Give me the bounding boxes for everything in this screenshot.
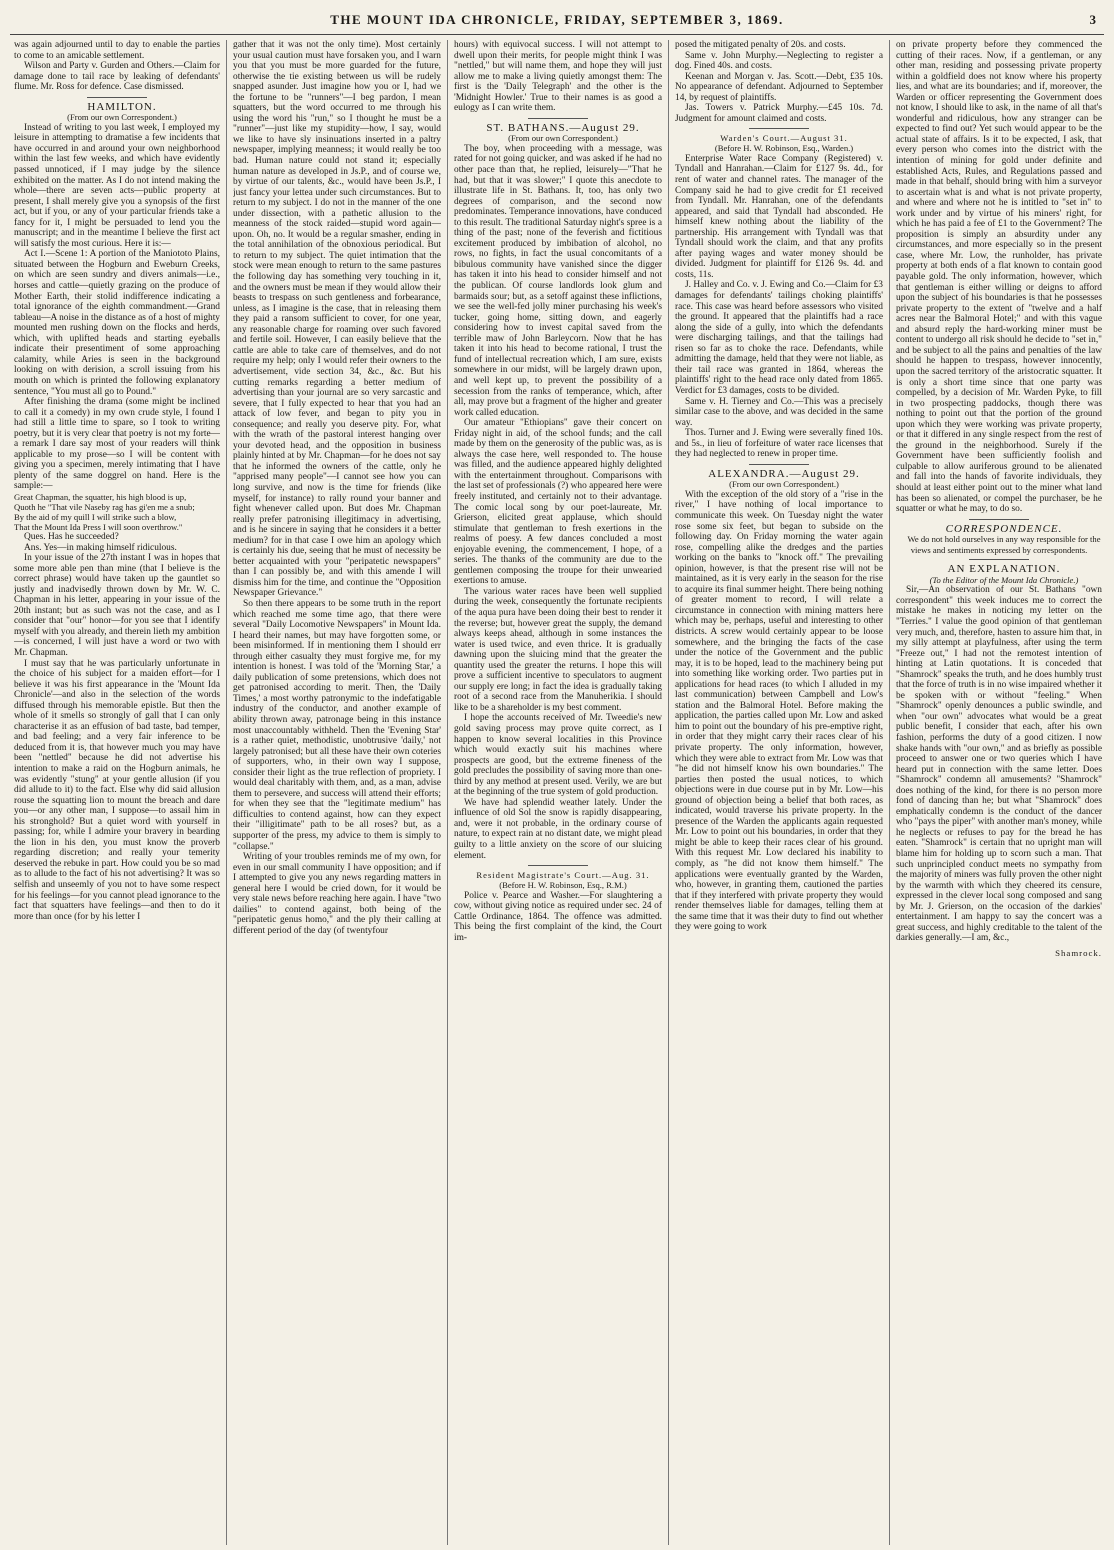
paragraph: Jas. Towers v. Patrick Murphy.—£45 10s. 7d. Judgment for amount claimed and costs.: [675, 103, 883, 124]
section-subheading: (From our own Correspondent.): [729, 479, 839, 490]
newspaper-title: THE MOUNT IDA CHRONICLE, FRIDAY, SEPTEMBER 3, 1869.: [330, 12, 784, 27]
paragraph: hours) with equivocal success. I will not attempt to dwell upon their merits, for people might think I was "nettled," but will name them, and hope they will just allow me to make a living quietly amongst them: The first is the 'Daily Telegraph' and the other is the 'Midnight Howler.' True to their names is as good a eulogy as I can write them.: [454, 40, 662, 114]
paragraph: Sir,—An observation of our St. Bathans "own correspondent" this week induces me to correct the mistake he makes in noticing my letter on the "Terries." I value the good opinion of that gentleman very much, and, therefore, hasten to assure him that, in my silly attempt at playfulness, after using the term "Freeze out," I had not the remotest intention of hinting at Latin quotations. It is conceded that "Shamrock" speaks the truth, and he does humbly trust that the force of truth is in no wise impaired whether it be spoken with or without "feeling." When "Shamrock" openly denounces a public swindle, and when "our own" advocates what would be a great public benefit, I consider that each, after his own fashion, performs the duty of a good citizen. I now shake hands with "our own," and as briefly as possible proceed to answer one or two queries which I have heard put in connection with the same letter. Does "Shamrock" condemn all amusements? "Shamrock" does nothing of the kind, for there is no person more fond of dancing than he; but what "Shamrock" does emphatically condemn is the conduct of the dancer who "pays the piper" with another man's money, while he neglects or refuses to pay for the bread he has eaten. "Shamrock" is certain that no upright man will blame him for holding up to scorn such a man. That such unprincipled conduct meets no sympathy from the majority of miners was fully proven the other night by the warmth with which they cheered its censure, expressed in the clever local song composed and sang by Mr. J. Grierson, on the occasion of the darkies' entertainment. I am happy to say the concert was a great success, and highly creditable to the talent of the darkies generally.—I am, &c.,: [896, 585, 1102, 944]
column-rule: [668, 40, 669, 1545]
paragraph: After finishing the drama (some might be inclined to call it a comedy) in my own crude style, I found I had still a little time to spare, so I took to writing poetry, but it is very clear that poetry is not my forte—a remark I dare say most of your readers will think applicable to my prose—so I will be content with giving you a specimen, merely intimating that I have plenty of the same doggrel on hand. Here is the sample:—: [14, 397, 220, 492]
paragraph: Police v. Pearce and Washer.—For slaughtering a cow, without giving notice as required under sec. 24 of Cattle Ordinance, 1864. The offence was admitted. This being the first complaint of the kind, the Court im-: [454, 890, 662, 943]
divider: [749, 464, 809, 465]
paragraph: gather that it was not the only time). Most certainly your usual caution must have forsaken you, and I warn you that you must be more guarded for the future, otherwise the tie existing between us will be rudely snapped asunder. Just imagine how you or I, had we the fortune to be "runners"—I beg pardon, I mean squatters, but the word occurred to me through his using the word his "run," so I thought he must be a "runner"—just like my stupidity—how, I say, would we like to have sly insinuations inserted in a paltry newspaper, implying meanness; it would really be too bad. Human nature could not stand it; especially human nature as developed in Js.P., and of course we, by virtue of our talents, &c., would have been Js.P., I just fancy your lettea under such circumstances. But to return to my subject. I do not in the manner of the one under dissection, with a pathetic allusion to the meanness of the stock raided—stupid word again—upon. Oh, no. It would be a regular smasher, ending in the total annihilation of the obnoxious periodical. But to return to my subject. The quiet intimation that the stock were mean enough to return to the same pastures the following day has something very touching in it, and the owners must be mean if they would allow their beasts to trespass on such gentleness and forbearance, unless, as I imagine is the case, that in releasing them they paid a ransom sufficient to cover, for one year, any reasonable charge for roaming over such favored and fertile soil. However, I can easily believe that the cattle are able to take care of themselves, and do not require my help; only I would refer their owners to the advertisement, vide section 34, &c., &c. But his cutting remarks regarding a better medium of advertising than your journal are so very sarcastic and severe, that I fully expected to hear that you had an attack of low fever, and began to pity you in consequence; and really you deserve pity. For, what with the wrath of the pastoral interest hanging over your devoted head, and the opposition in business plainly hinted at by Mr. Chapman—for he does not say that he informed the owners of the cattle, only he "apprised many people"—I cannot see how you can long survive, and now is the time for friends (like myself, for instance) to rally round your banner and fight whenever called upon. But does Mr. Chapman really prefer patronising illegitimacy in advertising, and is he sincere in saying that he considers it a better medium? for in that case I owe him an apology which is certainly his due, seeing that he must of necessity be better acquainted with your "peripatetic newspapers" than I can possibly be, and with this amende I will dismiss him for the time, and continue the "Opposition Newspaper Grievance.": [233, 40, 441, 599]
section-heading-alexandra: ALEXANDRA.—August 29.: [708, 467, 860, 480]
poem-line: By the aid of my quill I will strike such a blow,: [14, 511, 177, 522]
poem-line: That the Mount Ida Press I will soon overthrow.": [14, 521, 183, 532]
column-3: [454, 40, 662, 1540]
paragraph: I hope the accounts received of Mr. Tweedie's new gold saving process may prove quite correct, as I happen to know several localities in this Province which would exactly suit his machines where prospects are good, but the extreme fineness of the gold precludes the possibility of saving more than one-third by any method at present used. Verily, we are but at the beginning of the true system of gold production.: [454, 713, 662, 798]
masthead: [10, 6, 1104, 35]
paragraph: Instead of writing to you last week, I employed my leisure in attempting to dramatise a few incidents that have occurred in and around your own neighborhood within the last few weeks, and which have evidently passed unnoticed, if I may judge by the silence exhibited on the matter. As I do not intend making the whole—there are seven acts—public property at present, I shall merely give you a synopsis of the first act, but if you, or any of your particular friends take a fancy for it, I might be persuaded to lend you the manuscript; and in the meantime I believe the first act will satisfy the most curious. Here it is:—: [14, 122, 220, 249]
column-4: [675, 40, 883, 1540]
section-heading-st-bathans: ST. BATHANS.—August 29.: [486, 121, 640, 134]
column-2: [233, 40, 441, 1540]
paragraph: In your issue of the 27th instant I was in hopes that some more able pen than mine (that I believe is the correct phrase) would have taken up the gauntlet so justly and inadvisedly thrown down by Mr. W. C. Chapman in his letter, appearing in your issue of the 20th instant; but as such was not the case, and as I consider that "our" honor—for you see that I identify myself with you already, and therein lieth my ambition—is concerned, I will just have a word or two with Mr. Chapman.: [14, 553, 220, 658]
section-subheading: (Before H. W. Robinson, Esq., Warden.): [714, 143, 854, 154]
section-subheading: (To the Editor of the Mount Ida Chronicle.): [929, 574, 1079, 585]
paragraph: I must say that he was particularly unfortunate in the choice of his subject for a maiden effort—for I believe it was his first appearance in the 'Mount Ida Chronicle'—and also in the selection of the words diffused through his memorable epistle. But then the whole of it smells so strongly of gall that I can only characterise it as an effusion of bad taste, bad temper, and bad feeling; and a very fair inference to be deduced from it is, that however much you may have been "nettled" because he did not advertise his intention to make a raid on the Hogburn animals, he was evidently "stung" at your gentle allusion (if you did allude to it) to the fact. Else why did said allusion rouse the squatting lion to mount the breach and dare you—or any other man, I suppose—to assail him in his stronghold? But a quiet word with yourself in passing; for, while I admire your bravery in bearding the lion in his den, you must know the proverb regarding discretion; and really your temerity deserved the rebuke in part. How could you be so mad as to allude to the fact of his not advertising? It was so selfish and unseemly of you not to have some respect for his feelings—for you cannot plead ignorance to the fact that squatters have feelings—and then to do it more than once (for by his letter I: [14, 658, 220, 922]
divider: [87, 97, 147, 98]
section-subheading: (From our own Correspondent.): [508, 133, 618, 144]
paragraph: Writing of your troubles reminds me of my own, for even in our small community I have opposition; and if I attempted to give you any news regarding matters in general here I would be cried down, for it would be very stale news before reaching here again. I have "two dailies" to contend against, both being of the "peripatetic genus homo," and the ply their calling at different period of the day (of twentyfour: [233, 852, 441, 936]
correspondence-disclaimer: We do not hold ourselves in any way responsible for the views and sentiments expressed by correspondents.: [907, 534, 1101, 555]
divider: [969, 559, 1029, 560]
section-heading-correspondence: CORRESPONDENCE.: [945, 522, 1063, 535]
paragraph: The boy, when proceeding with a message, was rated for not going quicker, and was asked if he had no other pace than that, he replied, leisurely—"That he had, but that it was slower;" I quote this anecdote to illustrate life in St. Bathans. It, too, has only two degrees of comparison, and the second now predominates. Temperance innovations, have conduced to this result. The traditional Saturday night's spree is a thing of the past; none of the feverish and fictitious excitement produced by imbibation of alcohol, no rows, no fights, in fact the usual concomitants of a bibulous community have vanished since the digger has taken it into his head to consider himself and not the publican. Of course landlords look glum and barmaids sour; but, as a setoff against these inflictions, we see the well-fed jolly miner purchasing his week's tucker, going home, sitting down, and eagerly considering how to invest capital saved from the terrible maw of John Barleycorn. Now that he has taken it into his head to become rational, I trust the fund of intellectual recreation which, I am sure, exists somewhere in our midst, will be largely drawn upon, and well kept up, to prevent the possibility of a secession from the ranks of temperance, which, after all, may prove but a fragment of the higher and greater work called education.: [454, 143, 662, 418]
paragraph: Thos. Turner and J. Ewing were severally fined 10s. and 5s., in lieu of forfeiture of water race licenses that they had neglected to renew in proper time.: [675, 428, 883, 460]
paragraph: With the exception of the old story of a "rise in the river," I have nothing of local importance to communicate this week. On Tuesday night the water rose some six feet, but began to subside on the following day. On Friday morning the water again rose, compelling alike the dredges and the parties working on the banks to "knock off." The prevailing opinion, however, is that the present rise will not be maintained, as it is very early in the season for the rise to acquire its final summer height. There being nothing of greater moment to record, I will relate a circumstance in connection with mining matters here which may be, perhaps, useful and interesting to other districts. A screw would certainly appear to be loose somewhere, and the bringing the facts of the case under the notice of the Government and the public may, it is to be hoped, lead to the machinery being put into something like working order. Two parties put in applications for head races (to which I alluded in my last communication) between Campbell and Low's station and the Balmoral Hotel. Before making the application, the parties called upon Mr. Low and asked him to point out the boundary of his pre-emptive right, in order that they might carry their races clear of his private property. The only information, however, which they were able to extract from Mr. Low was that "he did not himself know his own boundaries." The parties then posted the usual notices, to which objections were in due course put in by Mr. Low—his ground of objection being a belief that both races, as indicated, would traverse his private property. In the presence of the Warden the applicants again requested Mr. Low to point out his boundaries, in order that they might be able to keep their races clear of his ground. With this request Mr. Low declared his inability to comply, as "he did not know them himself." The applications were eventually granted by the Warden, who, however, in granting them, cautioned the parties that if they interfered with private property they would render themselves liable for damages, telling them at the same time that it was their duty to find out whether they were going to work: [675, 489, 883, 933]
section-heading-rm-court: Resident Magistrate's Court.—Aug. 31.: [476, 870, 650, 881]
paragraph: Enterprise Water Race Company (Registered) v. Tyndall and Hanrahan.—Claim for £127 9s. 4d., for rent of water and channel rates. The manager of the Company said he had to give credit for £1 received from Tyndall. Mr. Hanrahan, one of the defendants appeared, and said that Tyndall had absconded. He himself knew nothing about the liability of the partnership. His arrangement with Tyndall was that Tyndall should work the claim, and that any profits after paying wages and water money should be divided. Judgment for plaintiff for £126 9s. 4d. and costs, 11s.: [675, 153, 883, 280]
poem-line: Great Chapman, the squatter, his high blood is up,: [14, 491, 187, 502]
paragraph: Same v. John Murphy.—Neglecting to register a dog. Fined 40s. and costs.: [675, 50, 883, 72]
column-rule: [226, 40, 227, 1545]
section-subheading: (From our own Correspondent.): [67, 112, 177, 123]
section-subheading: (Before H. W. Robinson, Esq., R.M.): [499, 880, 627, 891]
column-1: [14, 40, 220, 1540]
paragraph: The various water races have been well supplied during the week, consequently the fortunate recipients of the aqua pura have been doing their best to render it the reverse; but, however great the supply, the demand always keeps ahead, although in some instances the water is used twice, and even thrice. It is gradually dawning upon the sluicing mind that the greater the quantity used the greater the returns. I hope this will prove a sufficient incentive to speculators to augment our supply ere long; in fact the idea is gradually taking root of a second race from the Manuherikia. I should like to be a shareholder is my best comment.: [454, 586, 662, 713]
paragraph: Same v. H. Tierney and Co.—This was a precisely similar case to the above, and was decided in the same way.: [675, 396, 883, 428]
paragraph: Keenan and Morgan v. Jas. Scott.—Debt, £35 10s. No appearance of defendant. Adjourned to September 14, by request of plaintiffs.: [675, 71, 883, 103]
divider: [528, 865, 588, 866]
poem: [14, 492, 220, 532]
section-heading-explanation: AN EXPLANATION.: [947, 563, 1061, 576]
signature: Shamrock.: [1055, 947, 1102, 958]
paragraph: on private property before they commenced the cutting of their races. Now, if a gentleman, or any other man, residing and possessing private property within a goldfield does not know where his property lies, and what are its boundaries; and if, moreover, the Warden or officer representing the Government does not know, I should like to ask, in the name of all that's wonderful and ridiculous, how any stranger can be expected to find out? Yet such would appear to be the actual state of affairs. Is it to be expected, I ask, that every person who comes into the district with the intention of mining for gold under definite and established Acts, Rules, and Regulations passed and made in that behalf, should bring with him a surveyor to ascertain what is and what is not private property, and where and where not he is intitled to "set in" to work under and by virtue of his miners' right, for which he has paid a fee of £1 to the Government? The proposition is simply an absurdity under any circumstances, and more especially so in the present case, where Mr. Low, the runholder, has private property at both ends of a flat known to contain good payable gold. The only information, however, which that gentleman is either willing or deigns to afford upon the subject of his boundaries is that he possesses private property to the extent of "twelve and a half acres near the Balmoral Hotel;" and with this vague and absurd reply the hard-working miner must be content to undergo all risk should he decide to "set in," and be subject to all the pains and penalties of the law should he happen to trespass, however innocently, upon the sacred territory of the aristocratic squatter. It is only a short time since that one party was compelled, by a decision of Mr. Warden Pyke, to fill in two prospecting paddocks, though there was nothing to point out that the portion of the ground upon which they were working was private property, or that it differed in any single respect from the rest of the ground in the neighborhood. Surely if the Government have been sufficiently foolish and culpable to allow auriferous ground to be alienated and fall into the hands of favorite individuals, they should at least either point out to the miner what land has been so alienated, or compel the purchaser, be he squatter or what he may, to do so.: [896, 40, 1102, 515]
divider: [969, 519, 1029, 520]
paragraph: Ques. Has he succeeded?: [24, 531, 119, 542]
paragraph: Our amateur "Ethiopians" gave their concert on Friday night in aid, of the school funds; and the call made by them on the generosity of the public was, as is always the case here, well responded to. The house was filled, and the audience appeared highly delighted with the entertainment throughout. Comparisons with the last set of professionals (?) who appeared here were freely instituted, and certainly not to their advantage. The comic local song by our poet-laureate, Mr. Grierson, elicited great applause, which should stimulate that gentleman to fresh exertions in the realms of poesy. A few dances concluded a most enjoyable evening, the commencement, I hope, of a series. The thanks of the community are due to the gentlemen composing the troupe for their unwearied exertions to amuse.: [454, 418, 662, 587]
paragraph: posed the mitigated penalty of 20s. and costs.: [675, 40, 846, 50]
column-rule: [447, 40, 448, 1545]
divider: [749, 128, 809, 129]
paragraph: Act I.—Scene 1: A portion of the Maniototo Plains, situated between the Hogburn and Eweburn Creeks, on which are seen sundry and divers animals—i.e., horses and cattle—quietly grazing on the produce of Mother Earth, their stolid indifference indicating a total ignorance of the eighth commandment.—Grand tableau—A noise in the distance as of a host of mighty mounted men rushing down on the flocks and herds, which, with uplifted heads and starting eyeballs indicate their presentiment of some approaching calamity, while Aries is seen in the background looking on with derision, a scroll issuing from his mouth on which is printed the following explanatory sentence, "You must all go to Pound.": [14, 249, 220, 397]
section-heading-hamilton: HAMILTON.: [87, 100, 157, 113]
paragraph: So then there appears to be some truth in the report which reached me some time ago, that there were several "Daily Locomotive Newspapers" in Mount Ida. I heard their names, but may have forgotten some, or been misinformed. If in mentioning them I should err through either casualty they must forgive me, for my intention is honest. I was told of the 'Morning Star,' a daily publication of some pretensions, which does not get patronised according to merit. Then, the 'Daily Times,' a most worthy patronymic to the indefatigable industry of the conductor, and another example of ability thrown away, patronage being in this instance most unaccountably withheld. Then the 'Evening Star' is a rather quiet, methodistic, unobtrusive 'daily,' not largely patronised; but all these have their own coteries of supporters, who, in their own way I suppose, consider their light as the true reflection of propriety. I would deal charitably with them, and, as a man, advise them to persevere, and success will attend their efforts; for when they see that the "legitimate medium" has difficulties to contend against, how can they expect their "illigitimate" path to be all roses? but, as a supporter of the press, my advice to them is simply to "collapse.": [233, 598, 441, 852]
paragraph: Wilson and Party v. Gurden and Others.—Claim for damage done to tail race by leaking of defendants' flume. Mr. Ross for defence. Case dismissed.: [14, 61, 220, 93]
page-number: 3: [1089, 12, 1096, 27]
divider: [528, 118, 588, 119]
paragraph: J. Halley and Co. v. J. Ewing and Co.—Claim for £3 damages for defendants' tailings choking plaintiffs' race. This case was heard before assessors who visited the ground. It appeared that the plaintiffs had a race along the side of a gully, into which the defendants were discharging tailings, and that the tailings had risen so far as to choke the race. Defendants, while admitting the damage, held that they were not liable, as their tail race was granted in 1864, whereas the plaintiffs' right to the head race only dated from 1865. Verdict for £3 damages, costs to be divided.: [675, 280, 883, 396]
section-heading-wardens-court: Warden's Court.—August 31.: [720, 133, 848, 144]
paragraph: We have had splendid weather lately. Under the influence of old Sol the snow is rapidly disappearing, and, were it not probable, in the ordinary course of nature, to expect rain at no distant date, we might plead guilty to a little anxiety on the score of our sluicing element.: [454, 797, 662, 861]
column-rule: [889, 40, 890, 1545]
column-5: [896, 40, 1102, 1540]
poem-line: Quoth he "That vile Naseby rag has gi'en me a snub;: [14, 501, 195, 512]
paragraph: was again adjourned until to day to enable the parties to come to an amicable settlement.: [14, 40, 220, 61]
paragraph: Ans. Yes—in making himself ridiculous.: [24, 542, 177, 553]
